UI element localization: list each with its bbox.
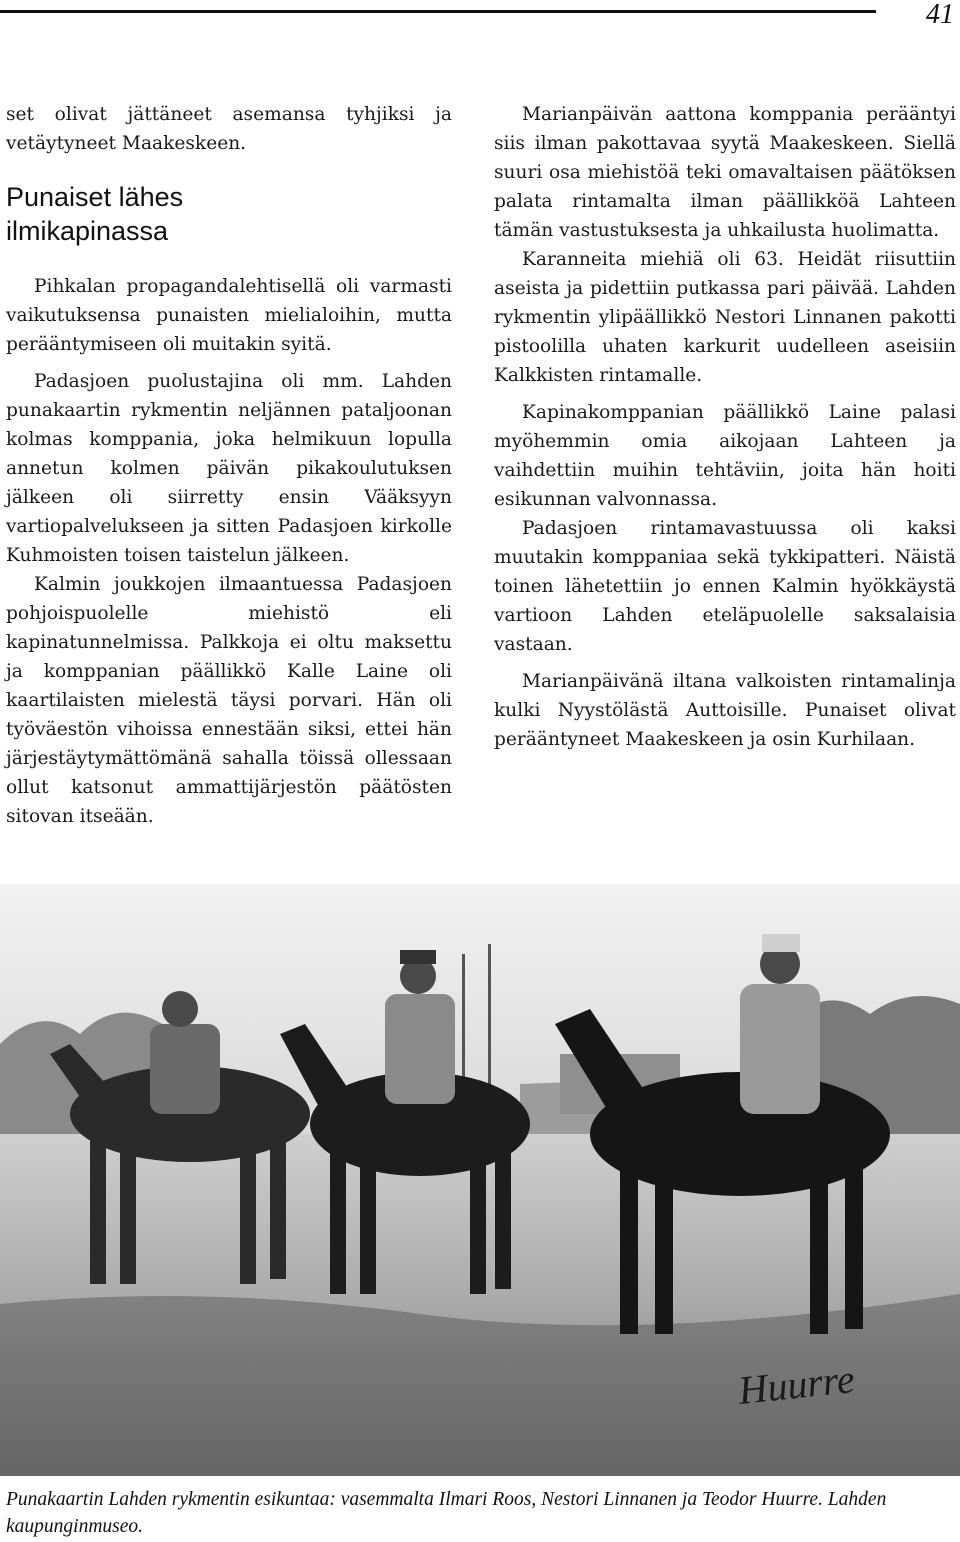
page-number: 41 [926,0,954,30]
left-column [6,100,452,831]
body-paragraph: Kalmin joukkojen ilmaantuessa Padasjoen pohjoispuolelle miehistö eli kapinatunnelmissa. Palkkoja ei oltu maksettu ja komppanian päällikkö Kalle Laine oli kaartilaisten mielestä täysi porvari. Hän oli työväestön vihoissa ennestään siksi, ettei hän järjestäytymättömänä sahalla töissä ollessaan ollut katsonut ammattijärjestön päätösten sitovan itseään. [6,574,452,827]
section-heading-line1: Punaiset lähes [6,182,184,212]
right-column [494,100,956,754]
intro-paragraph: set olivat jättäneet asemansa tyhjiksi ja vetäytyneet Maakeskeen. [6,104,452,154]
body-paragraph: Karanneita miehiä oli 63. Heidät riisuttiin aseista ja pidettiin putkassa pari päivää. Lahden rykmentin ylipäällikkö Nestori Linnanen pakotti pistoolilla uhaten karkurit uudelleen aseisiin Kalkkisten rintamalle. [494,249,956,386]
section-heading [6,180,452,248]
photo-signature: Huurre [736,1356,857,1413]
body-paragraph: Padasjoen rintamavastuussa oli kaksi muutakin komppaniaa sekä tykkipatteri. Näistä toinen lähetettiin jo ennen Kalmin hyökkäystä vartioon Lahden eteläpuolelle saksalaisia vastaan. [494,518,956,655]
body-paragraph: Kapinakomppanian päällikkö Laine palasi myöhemmin omia aikojaan Lahteen ja vaihdettiin muihin tehtäviin, joita hän hoiti esikunnan valvonnassa. [494,402,956,510]
body-paragraph: Padasjoen puolustajina oli mm. Lahden punakaartin rykmentin neljännen pataljoonan kolmas komppania, joka helmikuun lopulla annetun kolmen päivän pikakoulutuksen jälkeen oli siirretty ensin Vääksyyn vartiopalvelukseen ja sitten Padasjoen kirkolle Kuhmoisten toisen taistelun jälkeen. [6,371,452,566]
body-paragraph: Marianpäivänä iltana valkoisten rintamalinja kulki Nyystölästä Auttoisille. Punaiset olivat perääntyneet Maakeskeen ja osin Kurhilaan. [494,671,956,750]
header-rule [0,10,876,13]
cavalry-photo-illustration [0,884,960,1476]
body-paragraph: Pihkalan propagandalehtisellä oli varmasti vaikutuksensa punaisten mielialoihin, mutta perääntymiseen oli muitakin syitä. [6,276,452,355]
section-heading-line2: ilmikapinassa [6,216,169,246]
photo-caption: Punakaartin Lahden rykmentin esikuntaa: vasemmalta Ilmari Roos, Nestori Linnanen ja Teodor Huurre. Lahden kaupunginmuseo. [6,1489,887,1537]
historical-photo [0,884,960,1476]
body-paragraph: Marianpäivän aattona komppania perääntyi siis ilman pakottavaa syytä Maakeskeen. Siellä suuri osa miehistöä teki omavaltaisen päätöksen palata rintamalta ilman päällikköä Lahteen tämän vastustuksesta ja uhkailusta huolimatta. [494,104,956,241]
